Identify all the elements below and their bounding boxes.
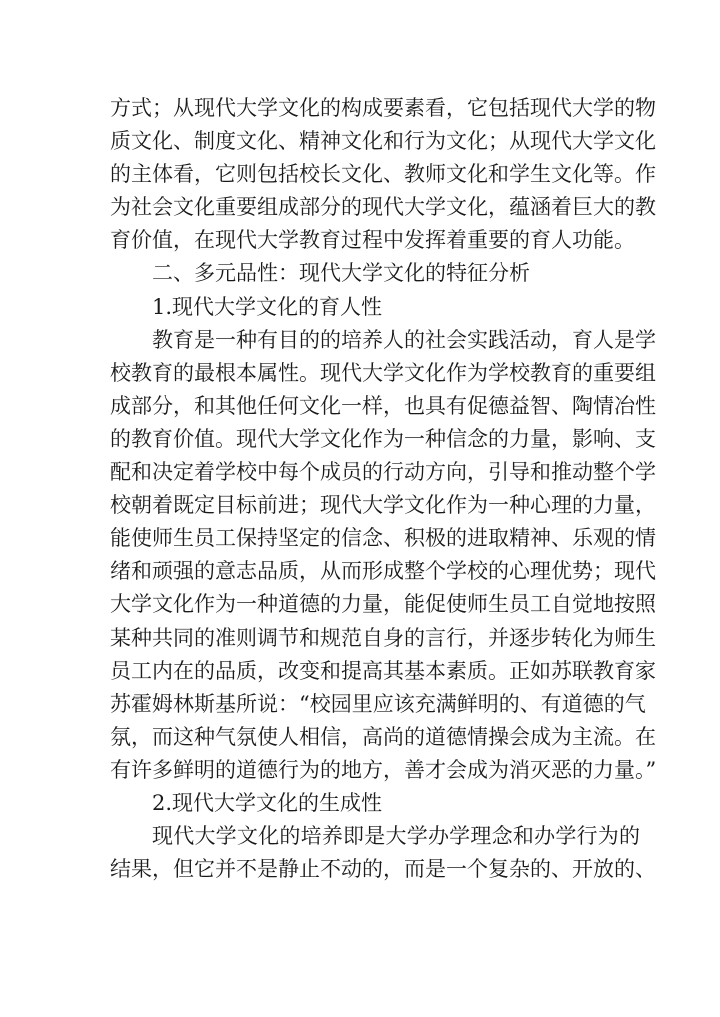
text-line: 现代大学文化的培养即是大学办学理念和办学行为的 <box>152 824 640 849</box>
text-line: 结果，但它并不是静止不动的，而是一个复杂的、开放的、 <box>110 857 656 882</box>
text-line: 质文化、制度文化、精神文化和行为文化；从现代大学文化 <box>110 129 656 154</box>
text-line: 教育是一种有目的的培养人的社会实践活动，育人是学 <box>152 327 656 352</box>
text-line: 绪和顽强的意志品质，从而形成整个学校的心理优势；现代 <box>110 559 656 584</box>
text-line: 的教育价值。现代大学文化作为一种信念的力量，影响、支 <box>110 426 656 451</box>
text-line: 能使师生员工保持坚定的信念、积极的进取精神、乐观的情 <box>110 526 656 551</box>
subsection-heading-2: 2.现代大学文化的生成性 <box>152 790 383 815</box>
text-line: 育价值，在现代大学教育过程中发挥着重要的育人功能。 <box>110 228 635 253</box>
section-heading: 二、多元品性：现代大学文化的特征分析 <box>152 261 530 286</box>
text-line: 大学文化作为一种道德的力量，能促使师生员工自觉地按照 <box>110 592 656 617</box>
subsection-heading-1: 1.现代大学文化的育人性 <box>152 294 383 319</box>
text-line: 苏霍姆林斯基所说：“校园里应该充满鲜明的、有道德的气 <box>110 691 646 716</box>
text-line: 氛，而这种气氛使人相信，高尚的道德情操会成为主流。在 <box>110 724 656 749</box>
document-body <box>110 92 657 886</box>
text-line: 配和决定着学校中每个成员的行动方向，引导和推动整个学 <box>110 460 656 485</box>
text-line: 成部分，和其他任何文化一样，也具有促德益智、陶情冶性 <box>110 393 656 418</box>
text-line: 为社会文化重要组成部分的现代大学文化，蕴涵着巨大的教 <box>110 195 656 220</box>
text-line: 方式；从现代大学文化的构成要素看，它包括现代大学的物 <box>110 96 656 120</box>
subsection-2-paragraph <box>110 820 656 886</box>
text-line: 校教育的最根本属性。现代大学文化作为学校教育的重要组 <box>110 360 656 385</box>
intro-paragraph <box>110 92 656 257</box>
text-line: 校朝着既定目标前进；现代大学文化作为一种心理的力量， <box>110 493 656 518</box>
text-line: 有许多鲜明的道德行为的地方，善才会成为消灭恶的力量。” <box>110 757 657 782</box>
text-line: 某种共同的准则调节和规范自身的言行，并逐步转化为师生 <box>110 625 656 650</box>
text-line: 的主体看，它则包括校长文化、教师文化和学生文化等。作 <box>110 162 656 187</box>
text-line: 员工内在的品质，改变和提高其基本素质。正如苏联教育家 <box>110 658 656 683</box>
subsection-1-paragraph <box>110 324 657 787</box>
